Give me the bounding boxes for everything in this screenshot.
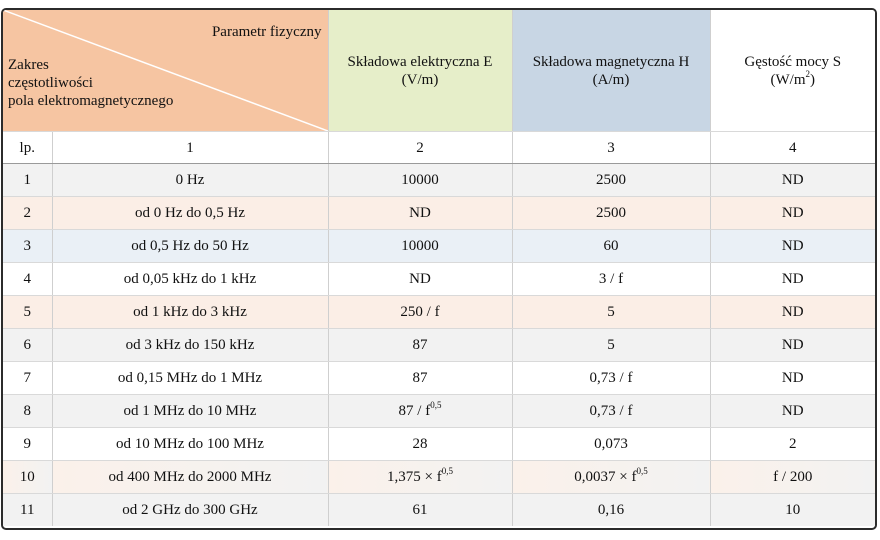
header-magnetic (512, 10, 710, 132)
corner-header-cell (3, 10, 328, 132)
electric-cell: 87 (328, 329, 512, 362)
electric-cell: 61 (328, 494, 512, 527)
magnetic-cell: 0,073 (512, 428, 710, 461)
electric-cell: $1,375 \times f^{0,5}$ (328, 461, 512, 494)
lp-cell: 7 (3, 362, 52, 395)
table-row (3, 164, 875, 197)
lp-cell: 9 (3, 428, 52, 461)
electric-cell: 10000 (328, 164, 512, 197)
range-cell: od 400 MHz do 2000 MHz (52, 461, 328, 494)
index-cell: lp. (3, 132, 52, 164)
range-cell: od 0,05 kHz do 1 kHz (52, 263, 328, 296)
magnetic-cell: 3 / f (512, 263, 710, 296)
power-density-cell: ND (710, 197, 875, 230)
magnetic-cell: 0,73 / f (512, 362, 710, 395)
power-density-label: Gęstość mocy S (744, 53, 842, 70)
range-cell: od 3 kHz do 150 kHz (52, 329, 328, 362)
electric-cell: ND (328, 197, 512, 230)
electric-cell: 10000 (328, 230, 512, 263)
table-row (3, 362, 875, 395)
index-cell: 3 (512, 132, 710, 164)
range-cell: od 2 GHz do 300 GHz (52, 494, 328, 527)
magnetic-cell: 5 (512, 329, 710, 362)
corner-param-label: Parametr fizyczny (211, 24, 322, 40)
lp-cell: 3 (3, 230, 52, 263)
lp-cell: 4 (3, 263, 52, 296)
lp-cell: 2 (3, 197, 52, 230)
electric-cell: 28 (328, 428, 512, 461)
power-density-cell: ND (710, 296, 875, 329)
magnetic-label: Składowa magnetyczna H (532, 53, 690, 70)
index-cell: 2 (328, 132, 512, 164)
table-row (3, 428, 875, 461)
lp-cell: 10 (3, 461, 52, 494)
electric-cell: ND (328, 263, 512, 296)
table-row (3, 230, 875, 263)
power-density-cell: ND (710, 230, 875, 263)
corner-range-label (8, 56, 173, 110)
lp-cell: 11 (3, 494, 52, 527)
index-cell: 4 (710, 132, 875, 164)
power-density-cell: f / 200 (710, 461, 875, 494)
electric-cell: 87 (328, 362, 512, 395)
power-density-cell: 2 (710, 428, 875, 461)
table-row (3, 494, 875, 527)
lp-cell: 1 (3, 164, 52, 197)
table-row (3, 296, 875, 329)
table-body (3, 164, 875, 527)
table-frame (1, 8, 877, 530)
magnetic-cell: 0,73 / f (512, 395, 710, 428)
range-cell: od 0 Hz do 0,5 Hz (52, 197, 328, 230)
power-density-cell: ND (710, 329, 875, 362)
range-cell: od 10 MHz do 100 MHz (52, 428, 328, 461)
emf-limits-table (3, 10, 875, 526)
range-cell: od 1 MHz do 10 MHz (52, 395, 328, 428)
corner-range-line: pola elektromagnetycznego (8, 93, 174, 109)
electric-label: Składowa elektryczna E (347, 53, 493, 70)
index-cell: 1 (52, 132, 328, 164)
magnetic-cell: 2500 (512, 164, 710, 197)
power-density-unit: $(W/m^2)$ (770, 68, 815, 88)
header-electric (328, 10, 512, 132)
range-cell: 0 Hz (52, 164, 328, 197)
corner-range-line: częstotliwości (8, 75, 93, 91)
magnetic-cell: 5 (512, 296, 710, 329)
corner-range-line: Zakres (8, 57, 49, 73)
range-cell: od 0,15 MHz do 1 MHz (52, 362, 328, 395)
table-row (3, 263, 875, 296)
header-row (3, 10, 875, 132)
electric-cell: $87 / f^{0,5}$ (328, 395, 512, 428)
lp-cell: 8 (3, 395, 52, 428)
magnetic-cell: 2500 (512, 197, 710, 230)
magnetic-cell: $0,0037 \times f^{0,5}$ (512, 461, 710, 494)
power-density-cell: ND (710, 362, 875, 395)
electric-cell: 250 / f (328, 296, 512, 329)
range-cell: od 0,5 Hz do 50 Hz (52, 230, 328, 263)
electric-unit: (V/m) (401, 71, 439, 88)
table-row (3, 197, 875, 230)
table-row (3, 395, 875, 428)
lp-cell: 5 (3, 296, 52, 329)
power-density-cell: 10 (710, 494, 875, 527)
column-index-row (3, 132, 875, 164)
table-row (3, 461, 875, 494)
magnetic-cell: 60 (512, 230, 710, 263)
lp-cell: 6 (3, 329, 52, 362)
power-density-cell: ND (710, 263, 875, 296)
range-cell: od 1 kHz do 3 kHz (52, 296, 328, 329)
magnetic-cell: 0,16 (512, 494, 710, 527)
power-density-cell: ND (710, 395, 875, 428)
magnetic-unit: (A/m) (592, 71, 630, 88)
header-power-density (710, 10, 875, 132)
power-density-cell: ND (710, 164, 875, 197)
table-row (3, 329, 875, 362)
